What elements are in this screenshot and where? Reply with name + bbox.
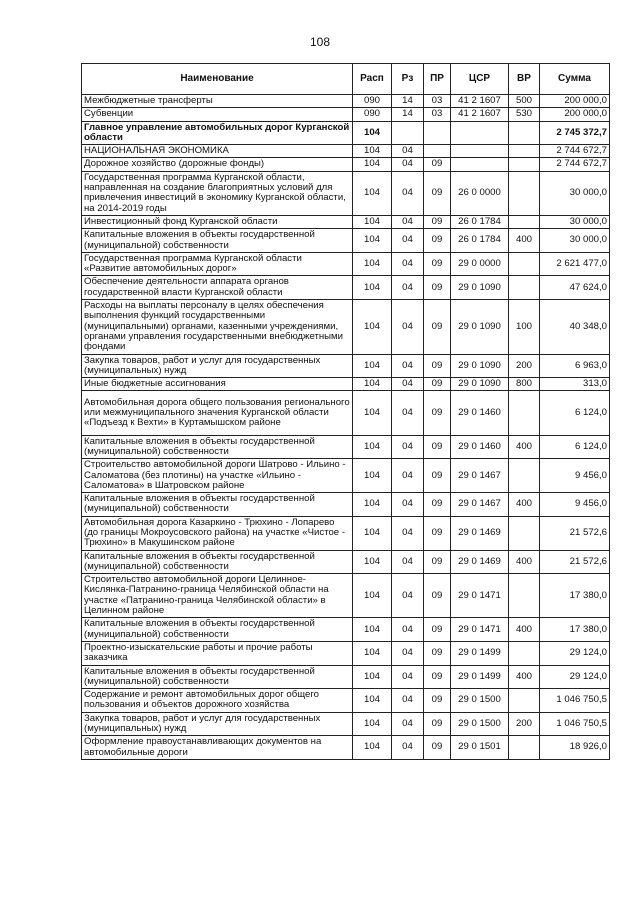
cell-name: Межбюджетные трансферты bbox=[82, 95, 353, 108]
cell-rz: 04 bbox=[392, 145, 424, 158]
cell-pr: 09 bbox=[424, 493, 451, 517]
cell-vr bbox=[509, 574, 540, 618]
cell-rasp: 104 bbox=[353, 574, 392, 618]
cell-pr: 09 bbox=[424, 300, 451, 355]
table-row bbox=[82, 229, 610, 253]
cell-vr: 400 bbox=[509, 550, 540, 574]
cell-rz: 14 bbox=[392, 108, 424, 121]
cell-csr: 29 0 1500 bbox=[451, 689, 509, 713]
cell-name: Содержание и ремонт автомобильных дорог общего пользования и объектов дорожного хозяйства bbox=[82, 689, 353, 713]
cell-name: Инвестиционный фонд Курганской области bbox=[82, 215, 353, 228]
table-row bbox=[82, 145, 610, 158]
cell-csr: 29 0 1471 bbox=[451, 574, 509, 618]
cell-csr: 29 0 1090 bbox=[451, 300, 509, 355]
cell-pr: 09 bbox=[424, 378, 451, 391]
header-rz: Рз bbox=[392, 64, 424, 95]
cell-vr bbox=[509, 276, 540, 300]
table-row bbox=[82, 378, 610, 391]
cell-name: Капитальные вложения в объекты государственной (муниципальной) собственности bbox=[82, 493, 353, 517]
cell-vr: 400 bbox=[509, 229, 540, 253]
cell-sum: 6 124,0 bbox=[540, 435, 610, 459]
cell-vr: 400 bbox=[509, 493, 540, 517]
table-row bbox=[82, 641, 610, 665]
cell-csr bbox=[451, 121, 509, 145]
cell-pr: 09 bbox=[424, 252, 451, 276]
cell-csr: 29 0 1469 bbox=[451, 550, 509, 574]
table-row bbox=[82, 95, 610, 108]
cell-rasp: 104 bbox=[353, 171, 392, 215]
cell-rasp: 104 bbox=[353, 354, 392, 378]
cell-sum: 1 046 750,5 bbox=[540, 712, 610, 736]
cell-vr bbox=[509, 145, 540, 158]
cell-vr bbox=[509, 459, 540, 493]
cell-rz bbox=[392, 121, 424, 145]
cell-rasp: 104 bbox=[353, 145, 392, 158]
cell-sum: 1 046 750,5 bbox=[540, 689, 610, 713]
cell-rasp: 104 bbox=[353, 689, 392, 713]
cell-vr: 500 bbox=[509, 95, 540, 108]
table-row bbox=[82, 516, 610, 550]
header-pr: ПР bbox=[424, 64, 451, 95]
cell-pr: 09 bbox=[424, 158, 451, 171]
header-vr: ВР bbox=[509, 64, 540, 95]
cell-pr: 09 bbox=[424, 171, 451, 215]
cell-vr bbox=[509, 641, 540, 665]
cell-pr: 09 bbox=[424, 459, 451, 493]
budget-table bbox=[81, 63, 610, 760]
cell-sum: 40 348,0 bbox=[540, 300, 610, 355]
cell-csr: 29 0 1460 bbox=[451, 391, 509, 435]
header-csr: ЦСР bbox=[451, 64, 509, 95]
cell-rasp: 104 bbox=[353, 712, 392, 736]
cell-rasp: 104 bbox=[353, 736, 392, 760]
cell-vr: 200 bbox=[509, 712, 540, 736]
cell-rz: 04 bbox=[392, 574, 424, 618]
cell-pr bbox=[424, 121, 451, 145]
table-row bbox=[82, 493, 610, 517]
cell-sum: 2 745 372,7 bbox=[540, 121, 610, 145]
cell-pr bbox=[424, 145, 451, 158]
cell-name: Автомобильная дорога общего пользования регионального или межмуниципального значения Курганской области «Подъезд к Вехти» в Куртамышском районе bbox=[82, 391, 353, 435]
cell-rz: 04 bbox=[392, 276, 424, 300]
cell-rz: 04 bbox=[392, 171, 424, 215]
cell-pr: 09 bbox=[424, 665, 451, 689]
cell-sum: 30 000,0 bbox=[540, 215, 610, 228]
table-header-row bbox=[82, 64, 610, 95]
cell-rz: 04 bbox=[392, 689, 424, 713]
table-row bbox=[82, 354, 610, 378]
table-row bbox=[82, 300, 610, 355]
page-number: 108 bbox=[309, 35, 331, 49]
cell-sum: 9 456,0 bbox=[540, 459, 610, 493]
cell-name: НАЦИОНАЛЬНАЯ ЭКОНОМИКА bbox=[82, 145, 353, 158]
table-row bbox=[82, 121, 610, 145]
cell-vr bbox=[509, 121, 540, 145]
cell-sum: 17 380,0 bbox=[540, 618, 610, 642]
cell-vr bbox=[509, 689, 540, 713]
cell-csr: 29 0 1090 bbox=[451, 378, 509, 391]
cell-name: Строительство автомобильной дороги Шатрово - Ильино - Саломатова (без плотины) на участке «Ильино - Саломатова» в Шатровском районе bbox=[82, 459, 353, 493]
cell-pr: 09 bbox=[424, 736, 451, 760]
cell-rz: 04 bbox=[392, 550, 424, 574]
cell-csr: 29 0 1499 bbox=[451, 665, 509, 689]
cell-name: Иные бюджетные ассигнования bbox=[82, 378, 353, 391]
cell-rasp: 104 bbox=[353, 459, 392, 493]
cell-name: Обеспечение деятельности аппарата органов государственной власти Курганской области bbox=[82, 276, 353, 300]
table-row bbox=[82, 435, 610, 459]
cell-rz: 04 bbox=[392, 215, 424, 228]
cell-csr: 29 0 1469 bbox=[451, 516, 509, 550]
cell-name: Расходы на выплаты персоналу в целях обеспечения выполнения функций государственными (муниципальными) органами, казенными учреждениями, органами управления государственными внебюджетными фондами bbox=[82, 300, 353, 355]
table-row bbox=[82, 618, 610, 642]
cell-sum: 200 000,0 bbox=[540, 108, 610, 121]
table-row bbox=[82, 215, 610, 228]
cell-name: Капитальные вложения в объекты государственной (муниципальной) собственности bbox=[82, 435, 353, 459]
cell-rasp: 104 bbox=[353, 300, 392, 355]
cell-rz: 04 bbox=[392, 378, 424, 391]
cell-sum: 6 124,0 bbox=[540, 391, 610, 435]
cell-rz: 04 bbox=[392, 516, 424, 550]
cell-csr: 41 2 1607 bbox=[451, 108, 509, 121]
header-sum: Сумма bbox=[540, 64, 610, 95]
cell-vr: 530 bbox=[509, 108, 540, 121]
cell-sum: 30 000,0 bbox=[540, 171, 610, 215]
cell-name: Дорожное хозяйство (дорожные фонды) bbox=[82, 158, 353, 171]
cell-rz: 04 bbox=[392, 252, 424, 276]
cell-name: Государственная программа Курганской области, направленная на создание благоприятных условий для привлечения инвестиций в экономику Курганской области, на 2014-2019 годы bbox=[82, 171, 353, 215]
cell-csr: 29 0 1090 bbox=[451, 354, 509, 378]
cell-vr bbox=[509, 736, 540, 760]
table-row bbox=[82, 276, 610, 300]
cell-csr bbox=[451, 158, 509, 171]
cell-csr: 29 0 1467 bbox=[451, 493, 509, 517]
cell-sum: 9 456,0 bbox=[540, 493, 610, 517]
cell-sum: 2 744 672,7 bbox=[540, 158, 610, 171]
cell-sum: 313,0 bbox=[540, 378, 610, 391]
cell-rz: 04 bbox=[392, 158, 424, 171]
cell-csr: 29 0 1499 bbox=[451, 641, 509, 665]
cell-rasp: 090 bbox=[353, 95, 392, 108]
cell-rz: 14 bbox=[392, 95, 424, 108]
cell-rasp: 104 bbox=[353, 378, 392, 391]
cell-pr: 09 bbox=[424, 641, 451, 665]
cell-rz: 04 bbox=[392, 229, 424, 253]
cell-csr: 29 0 0000 bbox=[451, 252, 509, 276]
cell-csr: 29 0 1500 bbox=[451, 712, 509, 736]
cell-rz: 04 bbox=[392, 354, 424, 378]
table-body bbox=[82, 95, 610, 760]
cell-sum: 29 124,0 bbox=[540, 641, 610, 665]
cell-rasp: 104 bbox=[353, 665, 392, 689]
cell-sum: 17 380,0 bbox=[540, 574, 610, 618]
cell-csr: 26 0 1784 bbox=[451, 215, 509, 228]
cell-rasp: 104 bbox=[353, 641, 392, 665]
table-row bbox=[82, 550, 610, 574]
cell-csr: 29 0 1501 bbox=[451, 736, 509, 760]
cell-rz: 04 bbox=[392, 712, 424, 736]
cell-rz: 04 bbox=[392, 459, 424, 493]
cell-name: Капитальные вложения в объекты государственной (муниципальной) собственности bbox=[82, 665, 353, 689]
cell-rz: 04 bbox=[392, 736, 424, 760]
cell-rasp: 104 bbox=[353, 121, 392, 145]
cell-pr: 09 bbox=[424, 229, 451, 253]
cell-csr: 26 0 0000 bbox=[451, 171, 509, 215]
cell-rasp: 090 bbox=[353, 108, 392, 121]
cell-rz: 04 bbox=[392, 618, 424, 642]
table-row bbox=[82, 689, 610, 713]
cell-vr: 400 bbox=[509, 665, 540, 689]
cell-csr: 29 0 1460 bbox=[451, 435, 509, 459]
cell-csr: 41 2 1607 bbox=[451, 95, 509, 108]
cell-pr: 09 bbox=[424, 435, 451, 459]
table-row bbox=[82, 391, 610, 435]
cell-rz: 04 bbox=[392, 665, 424, 689]
cell-name: Закупка товаров, работ и услуг для государственных (муниципальных) нужд bbox=[82, 712, 353, 736]
cell-sum: 21 572,6 bbox=[540, 516, 610, 550]
cell-vr: 100 bbox=[509, 300, 540, 355]
cell-name: Закупка товаров, работ и услуг для государственных (муниципальных) нужд bbox=[82, 354, 353, 378]
cell-rz: 04 bbox=[392, 300, 424, 355]
cell-rasp: 104 bbox=[353, 276, 392, 300]
cell-pr: 09 bbox=[424, 276, 451, 300]
cell-name: Капитальные вложения в объекты государственной (муниципальной) собственности bbox=[82, 618, 353, 642]
cell-vr: 400 bbox=[509, 435, 540, 459]
cell-vr bbox=[509, 391, 540, 435]
table-row bbox=[82, 158, 610, 171]
cell-pr: 09 bbox=[424, 516, 451, 550]
cell-vr bbox=[509, 516, 540, 550]
cell-rasp: 104 bbox=[353, 252, 392, 276]
cell-name: Проектно-изыскательские работы и прочие работы заказчика bbox=[82, 641, 353, 665]
cell-rasp: 104 bbox=[353, 158, 392, 171]
table-row bbox=[82, 736, 610, 760]
cell-name: Автомобильная дорога Казаркино - Трюхино - Лопарево (до границы Мокроусовского района) на участке «Чистое - Трюхино» в Макушинском районе bbox=[82, 516, 353, 550]
cell-sum: 21 572,6 bbox=[540, 550, 610, 574]
table-row bbox=[82, 574, 610, 618]
cell-rasp: 104 bbox=[353, 215, 392, 228]
cell-pr: 09 bbox=[424, 712, 451, 736]
cell-pr: 09 bbox=[424, 354, 451, 378]
cell-name: Капитальные вложения в объекты государственной (муниципальной) собственности bbox=[82, 550, 353, 574]
cell-sum: 2 744 672,7 bbox=[540, 145, 610, 158]
cell-pr: 09 bbox=[424, 215, 451, 228]
cell-pr: 03 bbox=[424, 108, 451, 121]
cell-pr: 09 bbox=[424, 550, 451, 574]
table-row bbox=[82, 108, 610, 121]
cell-vr bbox=[509, 158, 540, 171]
cell-sum: 6 963,0 bbox=[540, 354, 610, 378]
cell-csr bbox=[451, 145, 509, 158]
cell-pr: 03 bbox=[424, 95, 451, 108]
cell-rasp: 104 bbox=[353, 435, 392, 459]
cell-name: Субвенции bbox=[82, 108, 353, 121]
cell-sum: 200 000,0 bbox=[540, 95, 610, 108]
cell-rasp: 104 bbox=[353, 516, 392, 550]
cell-rz: 04 bbox=[392, 641, 424, 665]
cell-rasp: 104 bbox=[353, 618, 392, 642]
cell-csr: 29 0 1471 bbox=[451, 618, 509, 642]
cell-vr: 800 bbox=[509, 378, 540, 391]
cell-rz: 04 bbox=[392, 435, 424, 459]
cell-csr: 26 0 1784 bbox=[451, 229, 509, 253]
cell-vr bbox=[509, 215, 540, 228]
cell-sum: 2 621 477,0 bbox=[540, 252, 610, 276]
cell-sum: 47 624,0 bbox=[540, 276, 610, 300]
cell-pr: 09 bbox=[424, 689, 451, 713]
cell-vr bbox=[509, 252, 540, 276]
cell-vr: 400 bbox=[509, 618, 540, 642]
header-name: Наименование bbox=[82, 64, 353, 95]
cell-name: Строительство автомобильной дороги Целинное-Кислянка-Патранино-граница Челябинской области на участке «Патранино-граница Челябинской области» в Целинном районе bbox=[82, 574, 353, 618]
header-rasp: Расп bbox=[353, 64, 392, 95]
cell-name: Капитальные вложения в объекты государственной (муниципальной) собственности bbox=[82, 229, 353, 253]
cell-rasp: 104 bbox=[353, 550, 392, 574]
table-row bbox=[82, 665, 610, 689]
table-row bbox=[82, 459, 610, 493]
cell-name: Главное управление автомобильных дорог Курганской области bbox=[82, 121, 353, 145]
cell-vr bbox=[509, 171, 540, 215]
cell-sum: 18 926,0 bbox=[540, 736, 610, 760]
cell-rz: 04 bbox=[392, 493, 424, 517]
cell-sum: 29 124,0 bbox=[540, 665, 610, 689]
cell-vr: 200 bbox=[509, 354, 540, 378]
cell-rasp: 104 bbox=[353, 391, 392, 435]
cell-name: Государственная программа Курганской области «Развитие автомобильных дорог» bbox=[82, 252, 353, 276]
cell-pr: 09 bbox=[424, 618, 451, 642]
cell-rasp: 104 bbox=[353, 493, 392, 517]
cell-rz: 04 bbox=[392, 391, 424, 435]
table-row bbox=[82, 712, 610, 736]
cell-pr: 09 bbox=[424, 391, 451, 435]
table-row bbox=[82, 252, 610, 276]
cell-csr: 29 0 1467 bbox=[451, 459, 509, 493]
cell-pr: 09 bbox=[424, 574, 451, 618]
cell-sum: 30 000,0 bbox=[540, 229, 610, 253]
cell-rasp: 104 bbox=[353, 229, 392, 253]
cell-csr: 29 0 1090 bbox=[451, 276, 509, 300]
cell-name: Оформление правоустанавливающих документов на автомобильные дороги bbox=[82, 736, 353, 760]
table-row bbox=[82, 171, 610, 215]
